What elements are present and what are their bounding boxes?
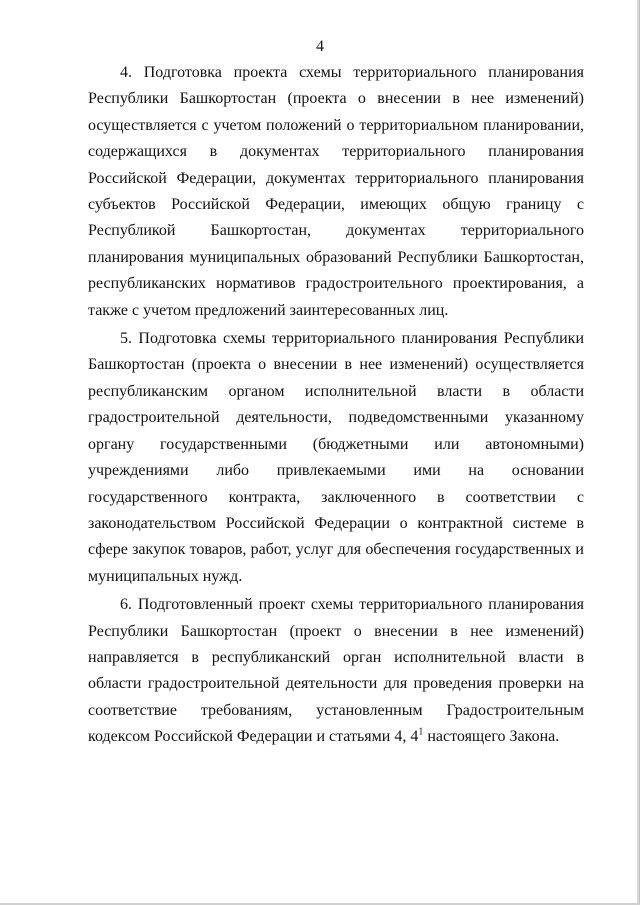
- document-body: [88, 60, 584, 753]
- paragraph-5: 5. Подготовка схемы территориального планирования Республики Башкортостан (проекта о внесении в нее изменений) осуществляется республиканским органом исполнительной власти в области градостроительной деятельности, подведомственными указанному органу государственными (бюджетными или автономными) учреждениями либо привлекаемыми ими на основании государственного контракта, заключенного в соответствии с законодательством Российской Федерации о контрактной системе в сфере закупок товаров, работ, услуг для обеспечения государственных и муниципальных нужд.: [88, 330, 584, 585]
- article-superscript: 1: [418, 726, 424, 738]
- paragraph-6: [88, 592, 584, 750]
- paragraph-6-end: настоящего Закона.: [423, 728, 560, 746]
- page-number: 4: [316, 38, 324, 55]
- paragraph-4: 4. Подготовка проекта схемы территориального планирования Республики Башкортостан (проекта о внесении в нее изменений) осуществляется с учетом положений о территориальном планировании, содержащихся в документах территориального планирования Российской Федерации, документах территориального планирования субъектов Российской Федерации, имеющих общую границу с Республикой Башкортостан, документах территориального планирования муниципальных образований Республики Башкортостан, республиканских нормативов градостроительного проектирования, а также с учетом предложений заинтересованных лиц.: [88, 64, 584, 319]
- paragraph-6-text: 6. Подготовленный проект схемы территориального планирования Республики Башкортостан (проект о внесении в нее изменений) направляется в республиканский орган исполнительной власти в области градостроительной деятельности для проведения проверки на соответствие требованиям, установленным Градостроительным кодексом Российской Федерации и статьями 4, 4: [88, 596, 584, 746]
